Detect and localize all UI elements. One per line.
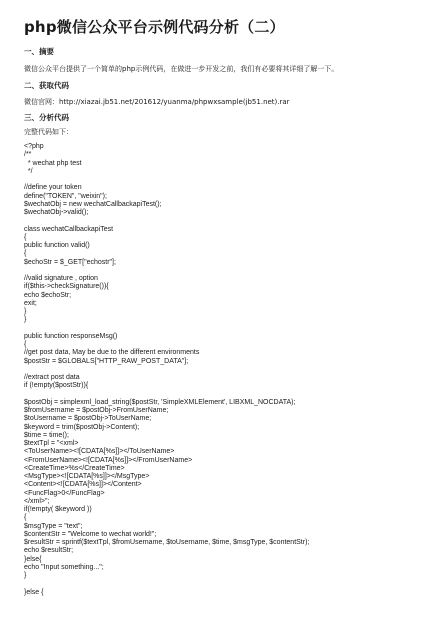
- code-line: echo $resultStr;: [24, 547, 74, 555]
- code-line: if(!empty( $keyword )): [24, 506, 92, 513]
- full-code-intro: 完整代码如下：: [24, 128, 73, 136]
- code-block: [24, 143, 309, 597]
- code-line: </xml>";: [24, 497, 50, 505]
- page-title: php微信公众平台示例代码分析（二）: [24, 18, 285, 36]
- code-line: $time = time();: [24, 431, 69, 439]
- code-line: */: [24, 167, 33, 175]
- code-line: public function valid(): [24, 242, 90, 249]
- code-line: }: [24, 308, 27, 315]
- download-url-text: 微信官网：http://xiazai.jb51.net/201612/yuanma/phpwxsample(jb51.net).rar: [24, 98, 290, 106]
- code-line: $textTpl = "<xml>: [24, 440, 79, 447]
- code-line: $contentStr = "Welcome to wechat world!";: [24, 530, 157, 538]
- code-line: //valid signature , option: [24, 275, 98, 282]
- code-line: $postObj = simplexml_load_string($postStr, 'SimpleXMLElement', LIBXML_NOCDATA);: [24, 398, 296, 406]
- code-line: $wechatObj = new wechatCallbackapiTest();: [24, 200, 162, 208]
- code-line: //get post data, May be due to the different environments: [24, 349, 200, 357]
- code-line: //extract post data: [24, 374, 80, 381]
- section-heading-summary: 一、摘要: [24, 47, 54, 56]
- code-line: $keyword = trim($postObj->Content);: [24, 423, 140, 431]
- code-line: }: [24, 572, 27, 579]
- code-line: $wechatObj->valid();: [24, 209, 89, 216]
- code-line: $toUsername = $postObj->ToUserName;: [24, 415, 152, 423]
- code-line: {: [24, 341, 27, 348]
- code-line: }else {: [24, 588, 44, 596]
- section-heading-get-code: 二、获取代码: [24, 81, 69, 90]
- code-line: * wechat php test: [24, 159, 82, 167]
- code-line: echo "Input something...";: [24, 563, 104, 571]
- code-line: <ToUserName><![CDATA[%s]]></ToUserName>: [24, 448, 175, 456]
- code-line: $echoStr = $_GET["echostr"];: [24, 258, 116, 266]
- code-line: //define your token: [24, 184, 82, 192]
- code-line: /**: [24, 151, 32, 159]
- code-line: $msgType = "text";: [24, 522, 83, 530]
- summary-text: 微信公众平台提供了一个简单的php示例代码，在做进一步开发之前，我们有必要将其详细了解一下。: [24, 65, 339, 73]
- section-heading-analyze-code: 三、分析代码: [24, 113, 69, 122]
- code-line: define("TOKEN", "weixin");: [24, 192, 107, 200]
- code-line: if($this->checkSignature()){: [24, 283, 109, 291]
- code-line: <MsgType><![CDATA[%s]]></MsgType>: [24, 473, 150, 480]
- code-line: <CreateTime>%s</CreateTime>: [24, 464, 125, 472]
- code-line: }: [24, 316, 27, 324]
- code-line: $postStr = $GLOBALS["HTTP_RAW_POST_DATA"];: [24, 357, 189, 365]
- code-line: $fromUsername = $postObj->FromUserName;: [24, 407, 169, 414]
- code-line: exit;: [24, 299, 37, 307]
- code-line: <Content><![CDATA[%s]]></Content>: [24, 481, 142, 489]
- code-line: <?php: [24, 143, 44, 150]
- code-line: public function responseMsg(): [24, 332, 118, 340]
- code-line: $resultStr = sprintf($textTpl, $fromUsername, $toUsername, $time, $msgType, $contentStr);: [24, 539, 310, 546]
- code-line: if (!empty($postStr)){: [24, 382, 89, 390]
- code-line: {: [24, 250, 27, 258]
- code-line: class wechatCallbackapiTest: [24, 225, 114, 233]
- code-line: {: [24, 233, 27, 241]
- code-line: <FuncFlag>0</FuncFlag>: [24, 489, 105, 497]
- code-line: echo $echoStr;: [24, 291, 72, 299]
- code-line: }else{: [24, 555, 42, 563]
- code-line: {: [24, 514, 27, 522]
- code-line: <FromUserName><![CDATA[%s]]></FromUserName>: [24, 456, 193, 464]
